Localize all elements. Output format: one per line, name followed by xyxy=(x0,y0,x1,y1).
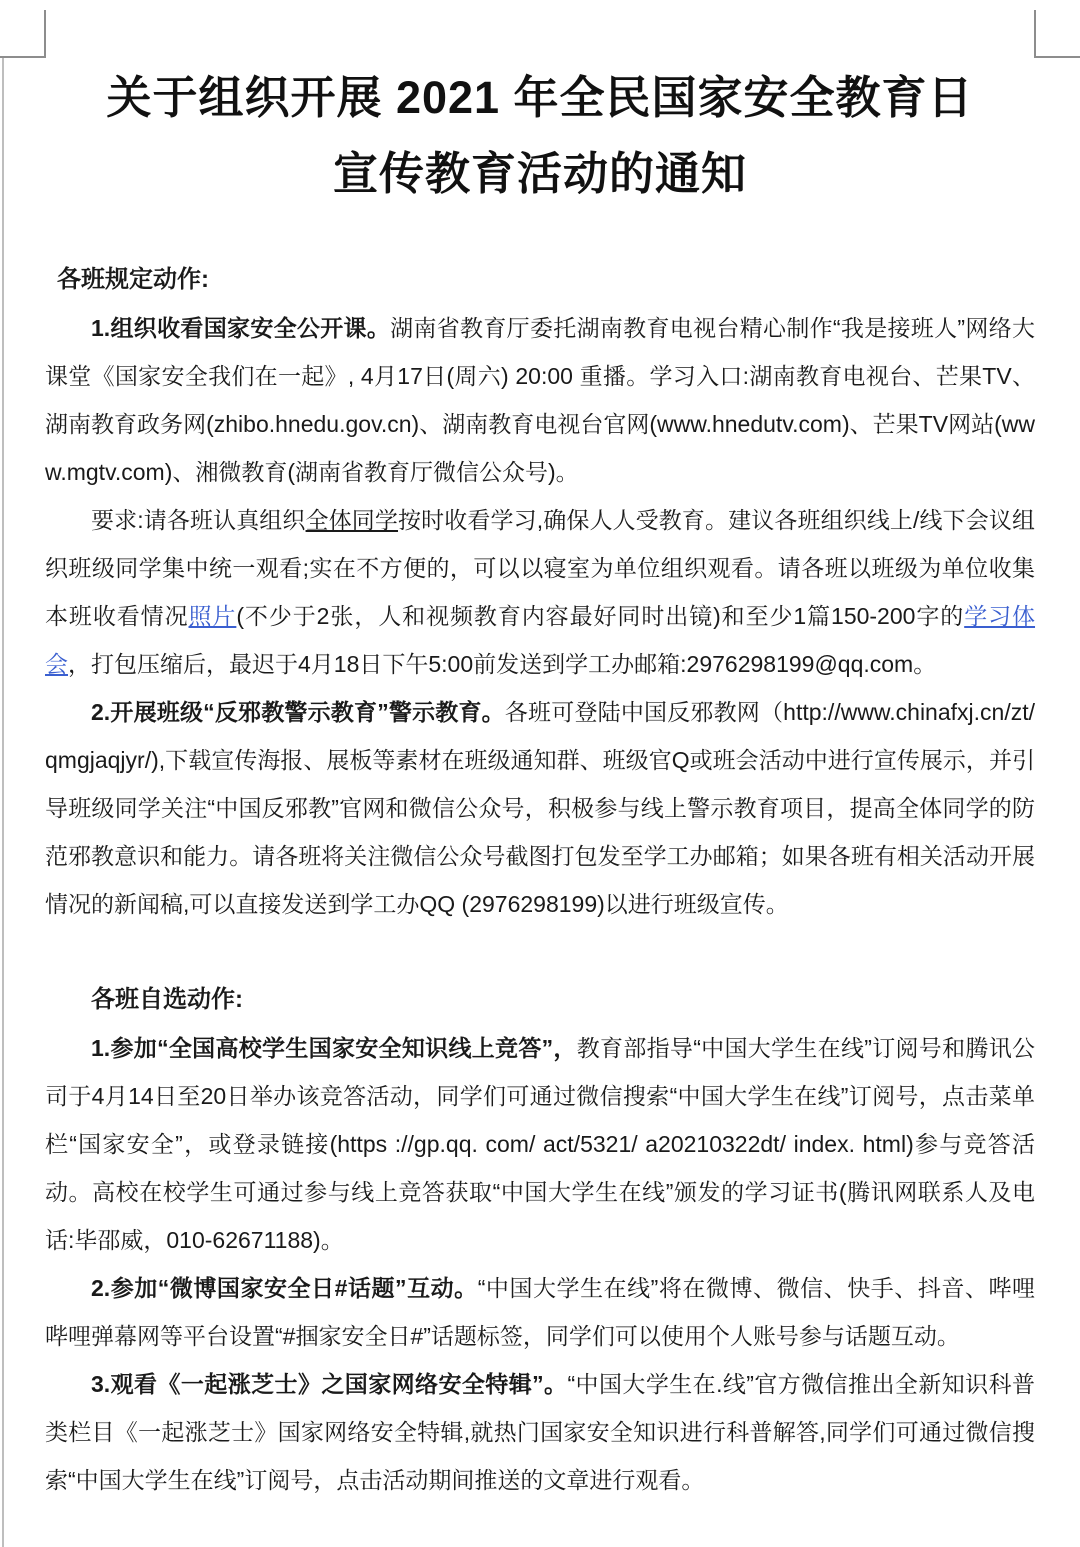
text-run: “中国大学生在线”将在微博、微信、快手、抖音、哔哩哔哩弹幕网等平台设置“#掴家安全日#”话题标签，同学们可以使用个人账号参与话题互动。 xyxy=(45,1275,1035,1349)
section-heading-required-actions: 各班规定动作: xyxy=(57,266,209,293)
text-run: 1.组织收看国家安全公开课。 xyxy=(91,315,391,341)
section-heading-optional-actions: 各班自选动作: xyxy=(91,986,243,1013)
text-run: 2.参加“微博国家安全日#话题”互动。 xyxy=(91,1275,478,1301)
document-title-line1: 关于组织开展 2021 年全民国家安全教育日 xyxy=(106,72,974,123)
paragraph-anti-cult-education xyxy=(45,688,1035,928)
paragraph-cheese-special xyxy=(45,1360,1035,1504)
blank-line xyxy=(45,928,1035,976)
text-run: 各班可登陆中国反邪教网（http://www.chinafxj.cn/zt/qmgjaqjyr/),下载宣传海报、展板等素材在班级通知群、班级官Q或班会活动中进行宣传展示，并引导班级同学关注“中国反邪教”官网和微信公众号，积极参与线上警示教育项目，提高全体同学的防范邪教意识和能力。请各班将关注微信公众号截图打包发至学工办邮箱；如果各班有相关活动开展情况的新闻稿,可以直接发送到学工办QQ (2976298199)以进行班级宣传。 xyxy=(45,699,1035,917)
link-study-reflection[interactable]: 学习体会 xyxy=(45,603,1036,677)
text-run: 2.开展班级“反邪教警示教育”警示教育。 xyxy=(91,699,505,725)
crop-mark-top-right xyxy=(1034,10,1080,58)
text-run: 按时收看学习,确保人人受教育。建议各班组织线上/线下会议组织班级同学集中统一观看;实在不方便的，可以以寝室为单位组织观看。请各班以班级为单位收集本班收看情况 xyxy=(45,507,1036,629)
paragraph-online-quiz xyxy=(45,1024,1035,1264)
paragraph-requirements xyxy=(45,496,1035,688)
text-run: ，打包压缩后，最迟于4月18日下午5:00前发送到学工办邮箱:2976298199@qq.com。 xyxy=(68,651,937,677)
document-body xyxy=(45,256,1035,1504)
paragraph-public-course xyxy=(45,304,1035,496)
paragraph-weibo-topic xyxy=(45,1264,1035,1360)
text-run: (不少于2张，人和视频教育内容最好同时出镜)和至少1篇150-200字的 xyxy=(236,603,965,629)
text-run: 3.观看《一起涨芝士》之国家网络安全特辑”。 xyxy=(91,1371,568,1397)
document-title-line2: 宣传教育活动的通知 xyxy=(332,148,747,199)
text-run: 要求:请各班认真组织 xyxy=(91,507,306,533)
crop-mark-top-left xyxy=(0,10,46,58)
link-photos[interactable]: 照片 xyxy=(188,603,237,629)
text-run: 1.参加“全国高校学生国家安全知识线上竞答”， xyxy=(91,1035,577,1061)
text-run: 湖南省教育厅委托湖南教育电视台精心制作“我是接班人”网络大课堂《国家安全我们在一起》, 4月17日(周六) 20:00 重播。学习入口:湖南教育电视台、芒果TV、湖南教育政务网(zhibo.hnedu.gov.cn)、湖南教育电视台官网(www.hnedutv.com)、芒果TV网站(www.mgtv.com)、湘微教育(湖南省教育厅微信公众号)。 xyxy=(45,315,1035,485)
underlined-all-students: 全体同学 xyxy=(305,507,399,533)
page-left-edge-line xyxy=(2,57,4,1547)
text-run: 教育部指导“中国大学生在线”订阅号和腾讯公司于4月14日至20日举办该竞答活动，同学们可通过微信搜索“中国大学生在线”订阅号，点击菜单栏“国家安全”，或登录链接(https ://gp.qq. com/ act/5321/ a20210322dt/ index. html)参与竞答活动。高校在校学生可通过参与线上竞答获取“中国大学生在线”颁发的学习证书(腾讯网联系人及电话:毕邵威，010-62671188)。 xyxy=(45,1035,1035,1253)
text-run: “中国大学生在.线”官方微信推出全新知识科普类栏目《一起涨芝士》国家网络安全特辑,就热门国家安全知识进行科普解答,同学们可通过微信搜索“中国大学生在线”订阅号，点击活动期间推送的文章进行观看。 xyxy=(45,1371,1035,1493)
document-title xyxy=(45,60,1035,212)
